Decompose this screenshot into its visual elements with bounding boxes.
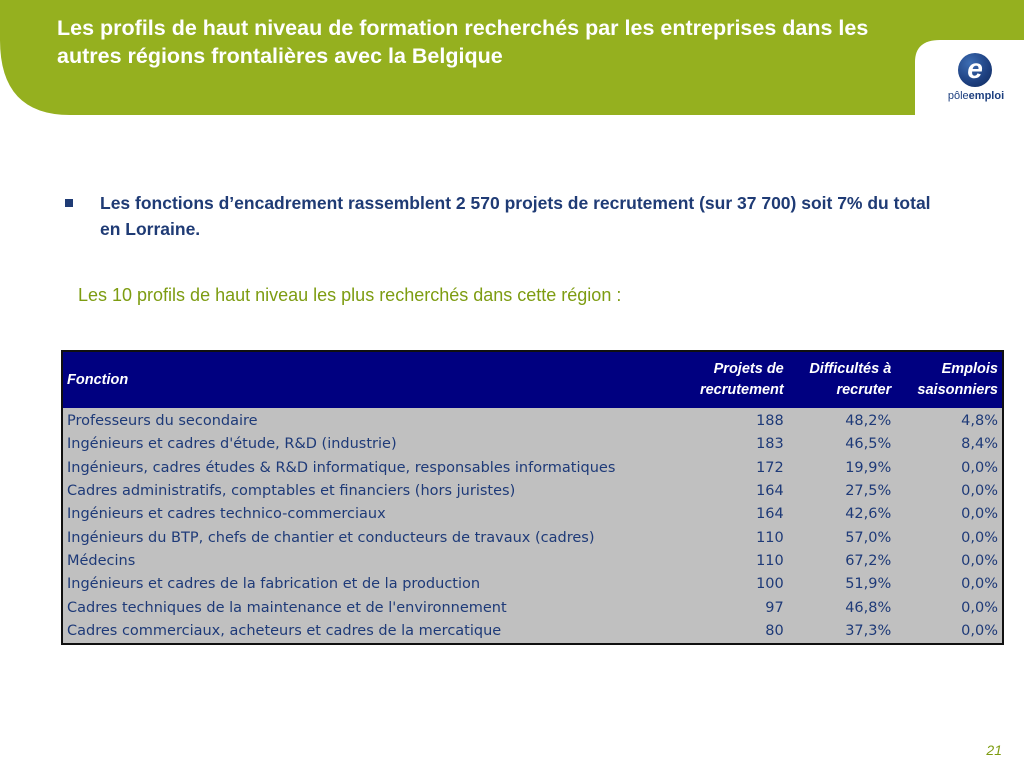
cell-fonction: Ingénieurs et cadres de la fabrication et de la production (67, 576, 481, 593)
cell-difficultes: 57,0% (845, 529, 892, 546)
bullet-point (65, 190, 935, 242)
cell-fonction: Médecins (67, 552, 136, 569)
header-emplois: Emplois saisonniers (895, 351, 1003, 408)
cell-emplois: 0,0% (961, 552, 998, 569)
table-row (62, 480, 1003, 503)
cell-difficultes: 42,6% (845, 506, 892, 523)
bullet-text: Les fonctions d’encadrement rassemblent 2 570 projets de recrutement (sur 37 700) soit 7% du total en Lorraine. (100, 193, 931, 239)
cell-projets: 164 (756, 483, 784, 500)
pole-emploi-logo (938, 50, 1014, 110)
cell-emplois: 0,0% (961, 483, 998, 500)
cell-projets: 80 (765, 622, 784, 639)
cell-emplois: 0,0% (961, 506, 998, 523)
cell-difficultes: 48,2% (845, 413, 892, 430)
table-row (62, 503, 1003, 526)
cell-emplois: 4,8% (961, 413, 998, 430)
logo-letter: e (967, 53, 983, 84)
cell-projets: 172 (756, 459, 784, 476)
cell-fonction: Ingénieurs du BTP, chefs de chantier et conducteurs de travaux (cadres) (67, 529, 595, 546)
cell-fonction: Cadres commerciaux, acheteurs et cadres de la mercatique (67, 622, 502, 639)
pole-emploi-e-icon (958, 53, 992, 87)
cell-projets: 164 (756, 506, 784, 523)
cell-projets: 110 (756, 529, 784, 546)
header-fonction: Fonction (62, 351, 681, 408)
header-difficultes: Difficultés à recruter (788, 351, 896, 408)
header-projets: Projets de recrutement (681, 351, 788, 408)
table-row (62, 457, 1003, 480)
cell-difficultes: 51,9% (845, 576, 892, 593)
cell-difficultes: 19,9% (845, 459, 892, 476)
cell-difficultes: 46,5% (845, 436, 892, 453)
cell-difficultes: 37,3% (845, 622, 892, 639)
table-row (62, 620, 1003, 644)
cell-fonction: Professeurs du secondaire (67, 413, 258, 430)
cell-projets: 188 (756, 413, 784, 430)
cell-projets: 110 (756, 552, 784, 569)
slide-title: Les profils de haut niveau de formation recherchés par les entreprises dans les autres régions frontalières avec la Belgique (57, 16, 869, 68)
cell-emplois: 0,0% (961, 529, 998, 546)
table-subtitle: Les 10 profils de haut niveau les plus recherchés dans cette région : (78, 285, 622, 305)
table-row (62, 433, 1003, 456)
cell-difficultes: 67,2% (845, 552, 892, 569)
cell-emplois: 0,0% (961, 599, 998, 616)
table-body (62, 408, 1003, 644)
table-row (62, 526, 1003, 549)
cell-difficultes: 27,5% (845, 483, 892, 500)
cell-fonction: Cadres administratifs, comptables et financiers (hors juristes) (67, 483, 516, 500)
cell-emplois: 0,0% (961, 576, 998, 593)
cell-difficultes: 46,8% (845, 599, 892, 616)
table-header-row (62, 351, 1003, 408)
profiles-table (61, 350, 1004, 645)
table-row (62, 596, 1003, 619)
square-bullet-icon (65, 199, 73, 207)
cell-fonction: Ingénieurs et cadres d'étude, R&D (industrie) (67, 436, 397, 453)
table-row (62, 408, 1003, 433)
cell-projets: 183 (756, 436, 784, 453)
cell-emplois: 8,4% (961, 436, 998, 453)
cell-fonction: Ingénieurs, cadres études & R&D informatique, responsables informatiques (67, 459, 616, 476)
cell-projets: 97 (765, 599, 784, 616)
table-row (62, 573, 1003, 596)
page-number: 21 (986, 742, 1002, 758)
logo-text-light: pôle (947, 90, 969, 102)
cell-emplois: 0,0% (961, 459, 998, 476)
cell-fonction: Ingénieurs et cadres technico-commerciaux (67, 506, 386, 523)
table-row (62, 550, 1003, 573)
cell-projets: 100 (756, 576, 784, 593)
cell-fonction: Cadres techniques de la maintenance et de l'environnement (67, 599, 507, 616)
cell-emplois: 0,0% (961, 622, 998, 639)
logo-wordmark (940, 90, 1012, 102)
logo-text-bold: emploi (968, 90, 1005, 102)
